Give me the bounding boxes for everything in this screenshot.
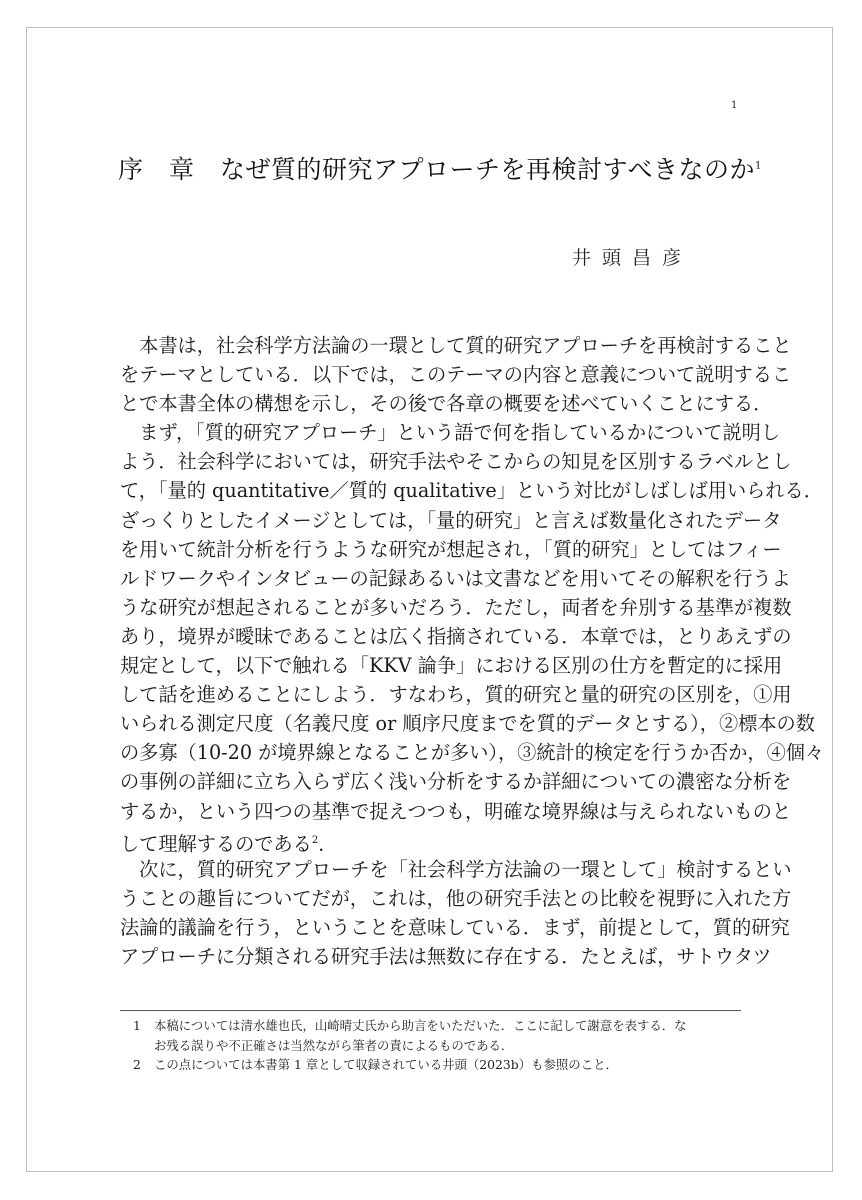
body-line: あり，境界が曖昧であることは広く指摘されている．本章では，とりあえずの — [120, 624, 792, 648]
body-line: 法論的議論を行う，ということを意味している．まず，前提として，質的研究 — [120, 915, 790, 939]
footnote-number: 1 — [133, 1018, 141, 1033]
page-number: 1 — [731, 100, 738, 111]
body-line — [120, 826, 744, 855]
footnote-1 — [133, 1016, 743, 1055]
footnote-2 — [133, 1055, 743, 1075]
footnote-line: 本稿については清水雄也氏，山崎晴丈氏から助言をいただいた．ここに記して謝意を表する．な — [154, 1018, 687, 1033]
chapter-title-text: 序 章 なぜ質的研究アプローチを再検討すべきなのか — [118, 155, 756, 184]
body-line: よう．社会科学においては，研究手法やそこからの知見を区別するラベルとし — [120, 450, 792, 474]
body-line: て，「量的 quantitative／質的 qualitative」という対比がしばしば用いられる． — [120, 479, 823, 503]
body-line: の事例の詳細に立ち入らず広く浅い分析をするか詳細についての濃密な分析を — [120, 770, 792, 794]
body-line: アプローチに分類される研究手法は無数に存在する．たとえば，サトウタツ — [120, 944, 772, 968]
body-line: いられる測定尺度（名義尺度 or 順序尺度までを質的データとする），②標本の数 — [120, 712, 815, 736]
footnote-divider — [120, 1010, 741, 1011]
body-line: とで本書全体の構想を示し，その後で各章の概要を述べていくことにする． — [120, 392, 773, 416]
body-line: を用いて統計分析を行うような研究が想起され，「質的研究」としてはフィー — [120, 537, 782, 561]
body-line-text: して理解するのである — [120, 831, 312, 855]
body-line: して話を進めることにしよう．すなわち，質的研究と量的研究の区別を，①用 — [120, 683, 792, 707]
footnote-number: 2 — [133, 1057, 141, 1072]
body-line: まず，「質的研究アプローチ」という語で何を指しているかについて説明し — [120, 421, 781, 445]
author-name: 井頭昌彦 — [572, 247, 693, 269]
body-line: ルドワークやインタビューの記録あるいは文書などを用いてその解釈を行うよ — [120, 566, 791, 590]
body-line: 次に，質的研究アプローチを「社会科学方法論の一環として」検討するとい — [120, 857, 792, 881]
body-line: 本書は，社会科学方法論の一環として質的研究アプローチを再検討すること — [120, 334, 792, 357]
body-text — [120, 331, 825, 971]
body-line: うことの趣旨についてだが，これは，他の研究手法との比較を視野に入れた方 — [120, 886, 792, 910]
footnotes — [133, 1016, 743, 1075]
body-line-end: ． — [318, 831, 338, 855]
body-line: をテーマとしている．以下では，このテーマの内容と意義について説明するこ — [120, 363, 792, 387]
body-line: の多寡（10-20 が境界線となることが多い），③統計的検定を行うか否か，④個々 — [120, 741, 825, 765]
footnote-line: この点については本書第 1 章として収録されている井頭（2023b）も参照のこと． — [154, 1057, 618, 1072]
body-line: するか，という四つの基準で捉えつつも，明確な境界線は与えられないものと — [120, 799, 792, 823]
title-footnote-ref[interactable]: 1 — [755, 160, 762, 172]
body-line: うな研究が想起されることが多いだろう．ただし，両者を弁別する基準が複数 — [120, 595, 792, 619]
footnote-ref-2[interactable]: 2 — [311, 834, 319, 846]
body-line: 規定として，以下で触れる「KKV 論争」における区別の仕方を暫定的に採用 — [120, 654, 783, 678]
footnote-line: お残る誤りや不正確さは当然ながら筆者の責によるものである． — [154, 1037, 514, 1053]
chapter-title — [118, 150, 762, 186]
body-line: ざっくりとしたイメージとしては，「量的研究」と言えば数量化されたデータ — [120, 508, 782, 532]
